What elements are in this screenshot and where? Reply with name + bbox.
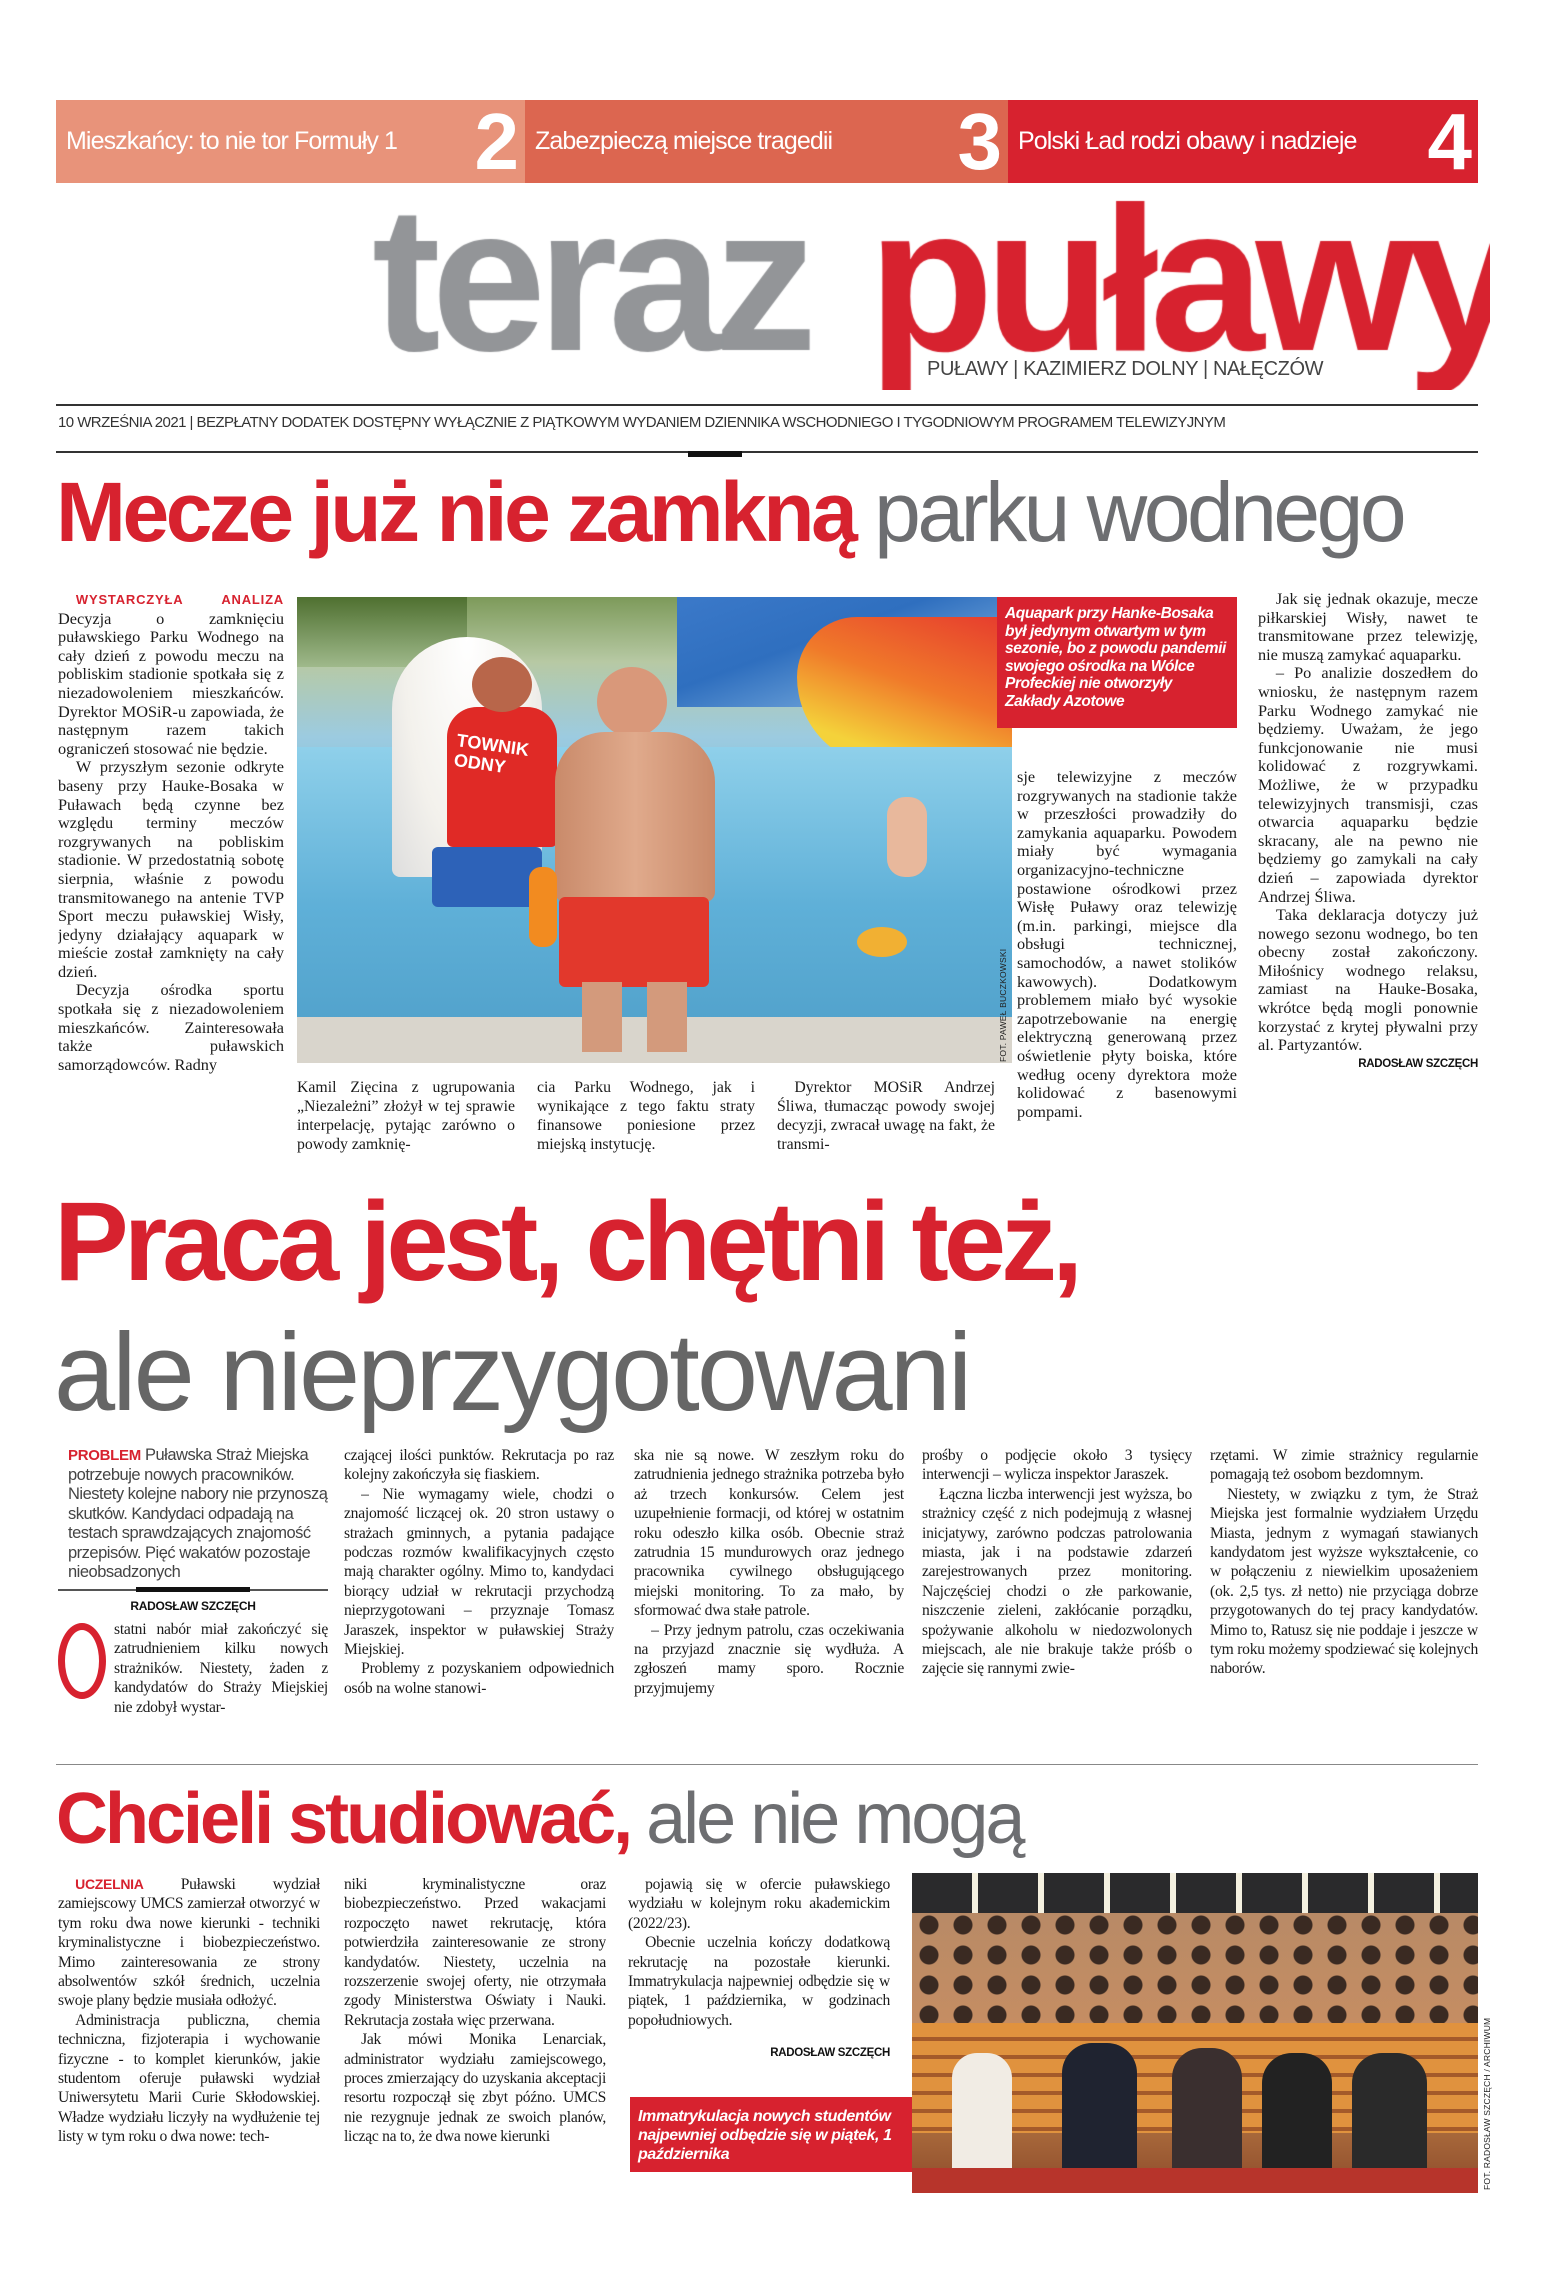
- child-swimmer: [857, 927, 907, 957]
- lead-label: UCZELNIA: [75, 1876, 144, 1892]
- paragraph: Problemy z pozyskaniem odpowiednich osób na wolne stanowi-: [344, 1660, 614, 1697]
- article2-column-1: [58, 1446, 328, 1756]
- dropcap-paragraph: [58, 1620, 328, 1717]
- leg: [582, 982, 622, 1052]
- divider: [58, 1589, 328, 1591]
- paragraph: pojawią się w ofercie puławskiego wydziału w kolejnym roku akademickim (2022/23).: [628, 1876, 890, 1932]
- article1-column-4a: [777, 1078, 995, 1162]
- headline-bold: Mecze już nie zamkną: [56, 465, 855, 559]
- paragraph: Łączna liczba interwencji jest wyższa, bo strażnicy część z nich podejmują z własnej inicjatywy, zarówno podczas patrolowania miasta, jak i na podstawie zdarzeń zarejestrowanych przez monitoring. Najczęściej chodzi o złe parkowanie, niszczenie zieleni, zakłócanie porządku, spożywanie alkoholu w niedozwolonych miejscach, ale nie brakuje także próśb o zajęcie się rannymi zwie-: [922, 1485, 1192, 1678]
- article1-column-2: [297, 1078, 515, 1162]
- paragraph: Jak mówi Monika Lenarciak, administrator wydziału zamiejscowego, proces zmierzający do uzyskania akceptacji resortu rozpoczął się zbyt późno. UMCS nie rezygnuje jednak ze swoich planów, licząc na to, że dwa nowe kierunki: [344, 2031, 606, 2146]
- lead-label: WYSTARCZYŁA ANALIZA: [75, 592, 284, 607]
- swimmer-torso: [555, 732, 715, 902]
- article3-column-2: [344, 1875, 606, 2197]
- teaser-page-4[interactable]: [1008, 96, 1478, 186]
- teaser-title: Zabezpieczą miejsce tragedii: [535, 127, 833, 155]
- divider-tab: [136, 1587, 250, 1592]
- article3-column-1: [58, 1875, 320, 2197]
- child-swimmer: [887, 797, 927, 877]
- teaser-page-3[interactable]: [525, 96, 1008, 186]
- divider: [56, 404, 1478, 406]
- masthead-subtitle: PUŁAWY | KAZIMIERZ DOLNY | NAŁĘCZÓW: [927, 358, 1324, 380]
- lead-paragraph: [58, 1446, 328, 1583]
- swimmer-head: [597, 667, 667, 737]
- lead-label: PROBLEM: [68, 1447, 141, 1464]
- article2-column-3: [634, 1446, 904, 1756]
- dropcap-text: statni nabór miał zakończyć się zatrudnieniem kilku nowych strażników. Niestety, żaden z kandydatów do Straży Miejskiej nie zdobył wystar-: [114, 1620, 328, 1716]
- divider-tab: [688, 451, 742, 457]
- paragraph: czającej ilości punktów. Rekrutacja po raz kolejny zakończyła się fiaskiem.: [344, 1447, 614, 1484]
- paragraph: – Przy jednym patrolu, czas oczekiwania na przyjazd znacznie się wydłuża. A zgłoszeń mamy sporo. Rocznie przyjmujemy: [634, 1621, 904, 1697]
- byline: RADOSŁAW SZCZĘCH: [770, 2047, 890, 2060]
- divider: [56, 451, 1478, 453]
- headline-light: parku wodnego: [874, 465, 1404, 559]
- paragraph: rzętami. W zimie strażnicy regularnie pomagają też osobom bezdomnym.: [1210, 1447, 1478, 1484]
- dateline: 10 WRZEŚNIA 2021 | BEZPŁATNY DODATEK DOSTĘPNY WYŁĄCZNIE Z PIĄTKOWYM WYDANIEM DZIENNIKA WSCHODNIEGO I TYGODNIOWYM PROGRAMEM TELEWIZYJNYM: [58, 414, 1226, 431]
- article2-headline-light: ale nieprzygotowani: [54, 1311, 970, 1434]
- water-slide-red: [797, 617, 1012, 767]
- paragraph: Niestety, w związku z tym, że Straż Miejska jest formalnie wydziałem Urzędu Miasta, jednym z wymagań stawianych kandydatom jest wyższe wykształcenie, co w połączeniu z niewielkim uposażeniem (ok. 2,5 tys. zł netto) nie przyciąga dobrze przygotowanych do tej pracy kandydatów. Mimo to, Ratusz się nie poddaje i jeszcze w tym roku możemy spodziewać się kolejnych naborów.: [1210, 1485, 1478, 1678]
- article2-column-4: [922, 1446, 1192, 1756]
- teaser-page-number: 2: [474, 96, 517, 186]
- paragraph: Dyrektor MOSiR Andrzej Śliwa, tłumacząc powody swojej decyzji, zwracał uwagę na fakt, że transmi-: [777, 1079, 995, 1153]
- headline-bold: Chcieli studiować,: [56, 1779, 631, 1859]
- byline: RADOSŁAW SZCZĘCH: [1358, 1057, 1478, 1070]
- lifeguard-shirt: [447, 707, 557, 847]
- lead-text: Puławska Straż Miejska potrzebuje nowych pracowników. Niestety kolejne nabory nie przynoszą skutków. Kandydaci odpadają na testach sprawdzających znajomość przepisów. Pięć wakatów pozostaje nieobsadzonych: [68, 1446, 328, 1581]
- leg: [647, 982, 687, 1052]
- lead-paragraph: [58, 590, 284, 758]
- paragraph: ska nie są nowe. W zeszłym roku do zatrudnienia jednego strażnika potrzeba było aż trzech konkursów. Celem jest uzupełnienie formacji, od której w ostatnim roku odeszło kilka osób. Obecnie straż zatrudnia 15 mundurowych oraz jednego pracownika cywilnego obsługującego miejski monitoring. To za mało, by sformować dwa stałe patrole.: [634, 1447, 904, 1620]
- divider: [56, 1764, 1478, 1765]
- article3-column-3: [628, 1875, 890, 2085]
- article1-column-5: [1258, 590, 1478, 1162]
- headline-light: ale nie mogą: [646, 1779, 1023, 1859]
- dropcap-letter-o: [58, 1623, 106, 1699]
- body-text: [58, 2011, 320, 2147]
- teaser-banner: [56, 96, 1478, 186]
- teaser-page-number: 4: [1427, 96, 1470, 186]
- body-text: [1258, 590, 1478, 1055]
- paragraph: – Po analizie doszedłem do wniosku, że następnym razem Parku Wodnego zamykać nie będziemy. Uważam, że jego funkcjonowanie nie musi kolidować z rozgrywkami. Możliwe, że w przypadku telewizyjnych transmisji, czas otwarcia aquaparku będzie skracany, ale na pewno nie będziemy go zamykali na cały dzień – zapowiada dyrektor Andrzej Śliwa.: [1258, 663, 1478, 906]
- student-white: [952, 2053, 1012, 2173]
- lead-text: Puławski wydział zamiejscowy UMCS zamierzał otworzyć w tym roku dwa nowe kierunki - techniki kryminalistyczne i biobezpieczeństwo. Mimo zainteresowania ze strony absolwentów szkół średnich, uczelnia swoje plany będzie musiała odłożyć.: [58, 1876, 320, 2010]
- paragraph: Jak się jednak okazuje, mecze piłkarskiej Wisły, nawet te transmitowane przez telewizję, nie muszą zamykać aquaparku.: [1258, 590, 1478, 664]
- auditorium-photo: [912, 1873, 1478, 2193]
- photo-caption-box: Aquapark przy Hanke-Bosaka był jedynym otwartym w tym sezonie, bo z powodu pandemii swojego ośrodka na Wólce Profeckiej nie otworzyły Zakłady Azotowe: [997, 597, 1237, 728]
- paragraph: Kamil Zięcina z ugrupowania „Niezależni” złożył w tej sprawie interpelację, pytając zarówno o powody zamknię-: [297, 1079, 515, 1153]
- paragraph: sje telewizyjne z meczów rozgrywanych na stadionie także w przeszłości prowadziły do zamykania aquaparku. Powodem miały być wymagania organizacyjno-techniczne postawione ośrodkowi przez Wisłę Puławy oraz telewizję (m.in. parkingi, miejsce dla obsługi technicznej, samochodów, a nawet stolików kawowych). Dodatkowym problemem miało być wysokie zapotrzebowanie na energię elektryczną generowaną przez oświetlenie płyty boiska, które według oceny dyrektora może kolidować z basenowymi pompami.: [1017, 768, 1237, 1121]
- article1-column-3: [537, 1078, 755, 1162]
- shirt-text: TOWNIK ODNY: [452, 730, 531, 777]
- rescue-buoy: [529, 867, 557, 947]
- paragraph: Obecnie uczelnia kończy dodatkową rekrutację na pozostałe kierunki. Immatrykulacja najpewniej odbędzie się w piątek, 1 października, w godzinach popołudniowych.: [628, 1934, 890, 2029]
- paragraph: – Nie wymagamy wiele, chodzi o znajomość liczącej ok. 20 stron ustawy o strażach gminnych, a pytania padające podczas rozmów kwalifikacyjnych często mają charakter ogólny. Mimo to, kandydaci biorący udział w rekrutacji przychodzą nieprzygotowani – przyznaje Tomasz Jaraszek, inspektor w puławskiej Straży Miejskiej.: [344, 1485, 614, 1659]
- paragraph: niki kryminalistyczne oraz biobezpieczeństwo. Przed wakacjami rozpoczęto nawet rekrutację, która potwierdziła zainteresowanie ze strony kandydatów. Niestety, uczelnia na rozszerzenie swojej oferty, nie otrzymała zgody Ministerstwa Oświaty i Nauki. Rekrutacja została więc przerwana.: [344, 1876, 606, 2029]
- teaser-title: Polski Ład rodzi obawy i nadzieje: [1018, 127, 1357, 155]
- ceiling-lights: [912, 1873, 1478, 1913]
- red-carpet: [912, 2168, 1478, 2193]
- body-text: [628, 1875, 890, 2030]
- red-shorts: [559, 897, 709, 987]
- paragraph: prośby o podjęcie około 3 tysięcy interwencji – wylicza inspektor Jaraszek.: [922, 1447, 1192, 1484]
- article1-headline: [56, 465, 1404, 559]
- article3-headline: [56, 1779, 1023, 1859]
- article2-headline-bold: Praca jest, chętni też,: [54, 1179, 1079, 1304]
- lead-text: Decyzja o zamknięciu puławskiego Parku Wodnego na cały dzień z powodu meczu na pobliskim stadionie spotkała się z niezadowoleniem mieszkańców. Dyrektor MOSiR-u zapowiada, że następnym razem takich ograniczeń stosować nie będzie.: [58, 608, 284, 758]
- paragraph: Decyzja ośrodka sportu spotkała się z niezadowoleniem mieszkańców. Zainteresowała także puławskich samorządowców. Radny: [58, 980, 284, 1074]
- paragraph: Taka deklaracja dotyczy już nowego sezonu wodnego, bo ten obecny został zakończony. Miłośnicy wodnego relaksu, zamiast na Hauke-Bosaka, wkrótce będą mogli ponownie korzystać z krytej pływalni przy al. Partyzantów.: [1258, 905, 1478, 1055]
- article1-column-4b: [1017, 768, 1237, 1162]
- teaser-title: Mieszkańcy: to nie tor Formuły 1: [66, 127, 398, 155]
- article2-column-2: [344, 1446, 614, 1756]
- teaser-page-number: 3: [957, 96, 1000, 186]
- body-text: [58, 758, 284, 1074]
- paragraph: W przyszłym sezonie odkryte baseny przy Hauke-Bosaka w Puławach będą czynne bez względu terminy meczów rozgrywanych na pobliskim stadionie. W przedostatnią sobotę sierpnia, właśnie z powodu transmitowanego na antenie TVP Sport meczu puławskiej Wisły, jedyny działający aquapark w mieście został zamknięty na cały dzień.: [58, 757, 284, 981]
- article1-column-1: [58, 590, 284, 1162]
- paragraph: cia Parku Wodnego, jak i wynikające z tego faktu straty finansowe poniesione przez miejską instytucję.: [537, 1079, 755, 1153]
- photo-credit: FOT. PAWEŁ BUCZKOWSKI: [998, 948, 1008, 1062]
- photo-caption-box: Immatrykulacja nowych studentów najpewniej odbędzie się w piątek, 1 października: [630, 2097, 912, 2172]
- paragraph: Administracja publiczna, chemia techniczna, fizjoterapia i wychowanie fizyczne - to komplet kierunków, jakie studentom oferuje puławski wydział Uniwersytetu Marii Curie Skłodowskiej. Władze wydziału liczyły na wydłużenie tej listy w tym roku o dwa nowe: tech-: [58, 2011, 320, 2146]
- photo-credit: FOT. RADOSŁAW SZCZĘCH / ARCHIWUM: [1482, 2017, 1492, 2190]
- lifeguard-head: [472, 657, 532, 712]
- article2-column-5: [1210, 1446, 1478, 1756]
- teaser-page-2[interactable]: [56, 96, 525, 186]
- lead-paragraph: [58, 1875, 320, 2011]
- aquapark-photo: [297, 597, 1012, 1063]
- byline: RADOSŁAW SZCZĘCH: [130, 1598, 256, 1613]
- lifeguard-chair: [432, 847, 542, 907]
